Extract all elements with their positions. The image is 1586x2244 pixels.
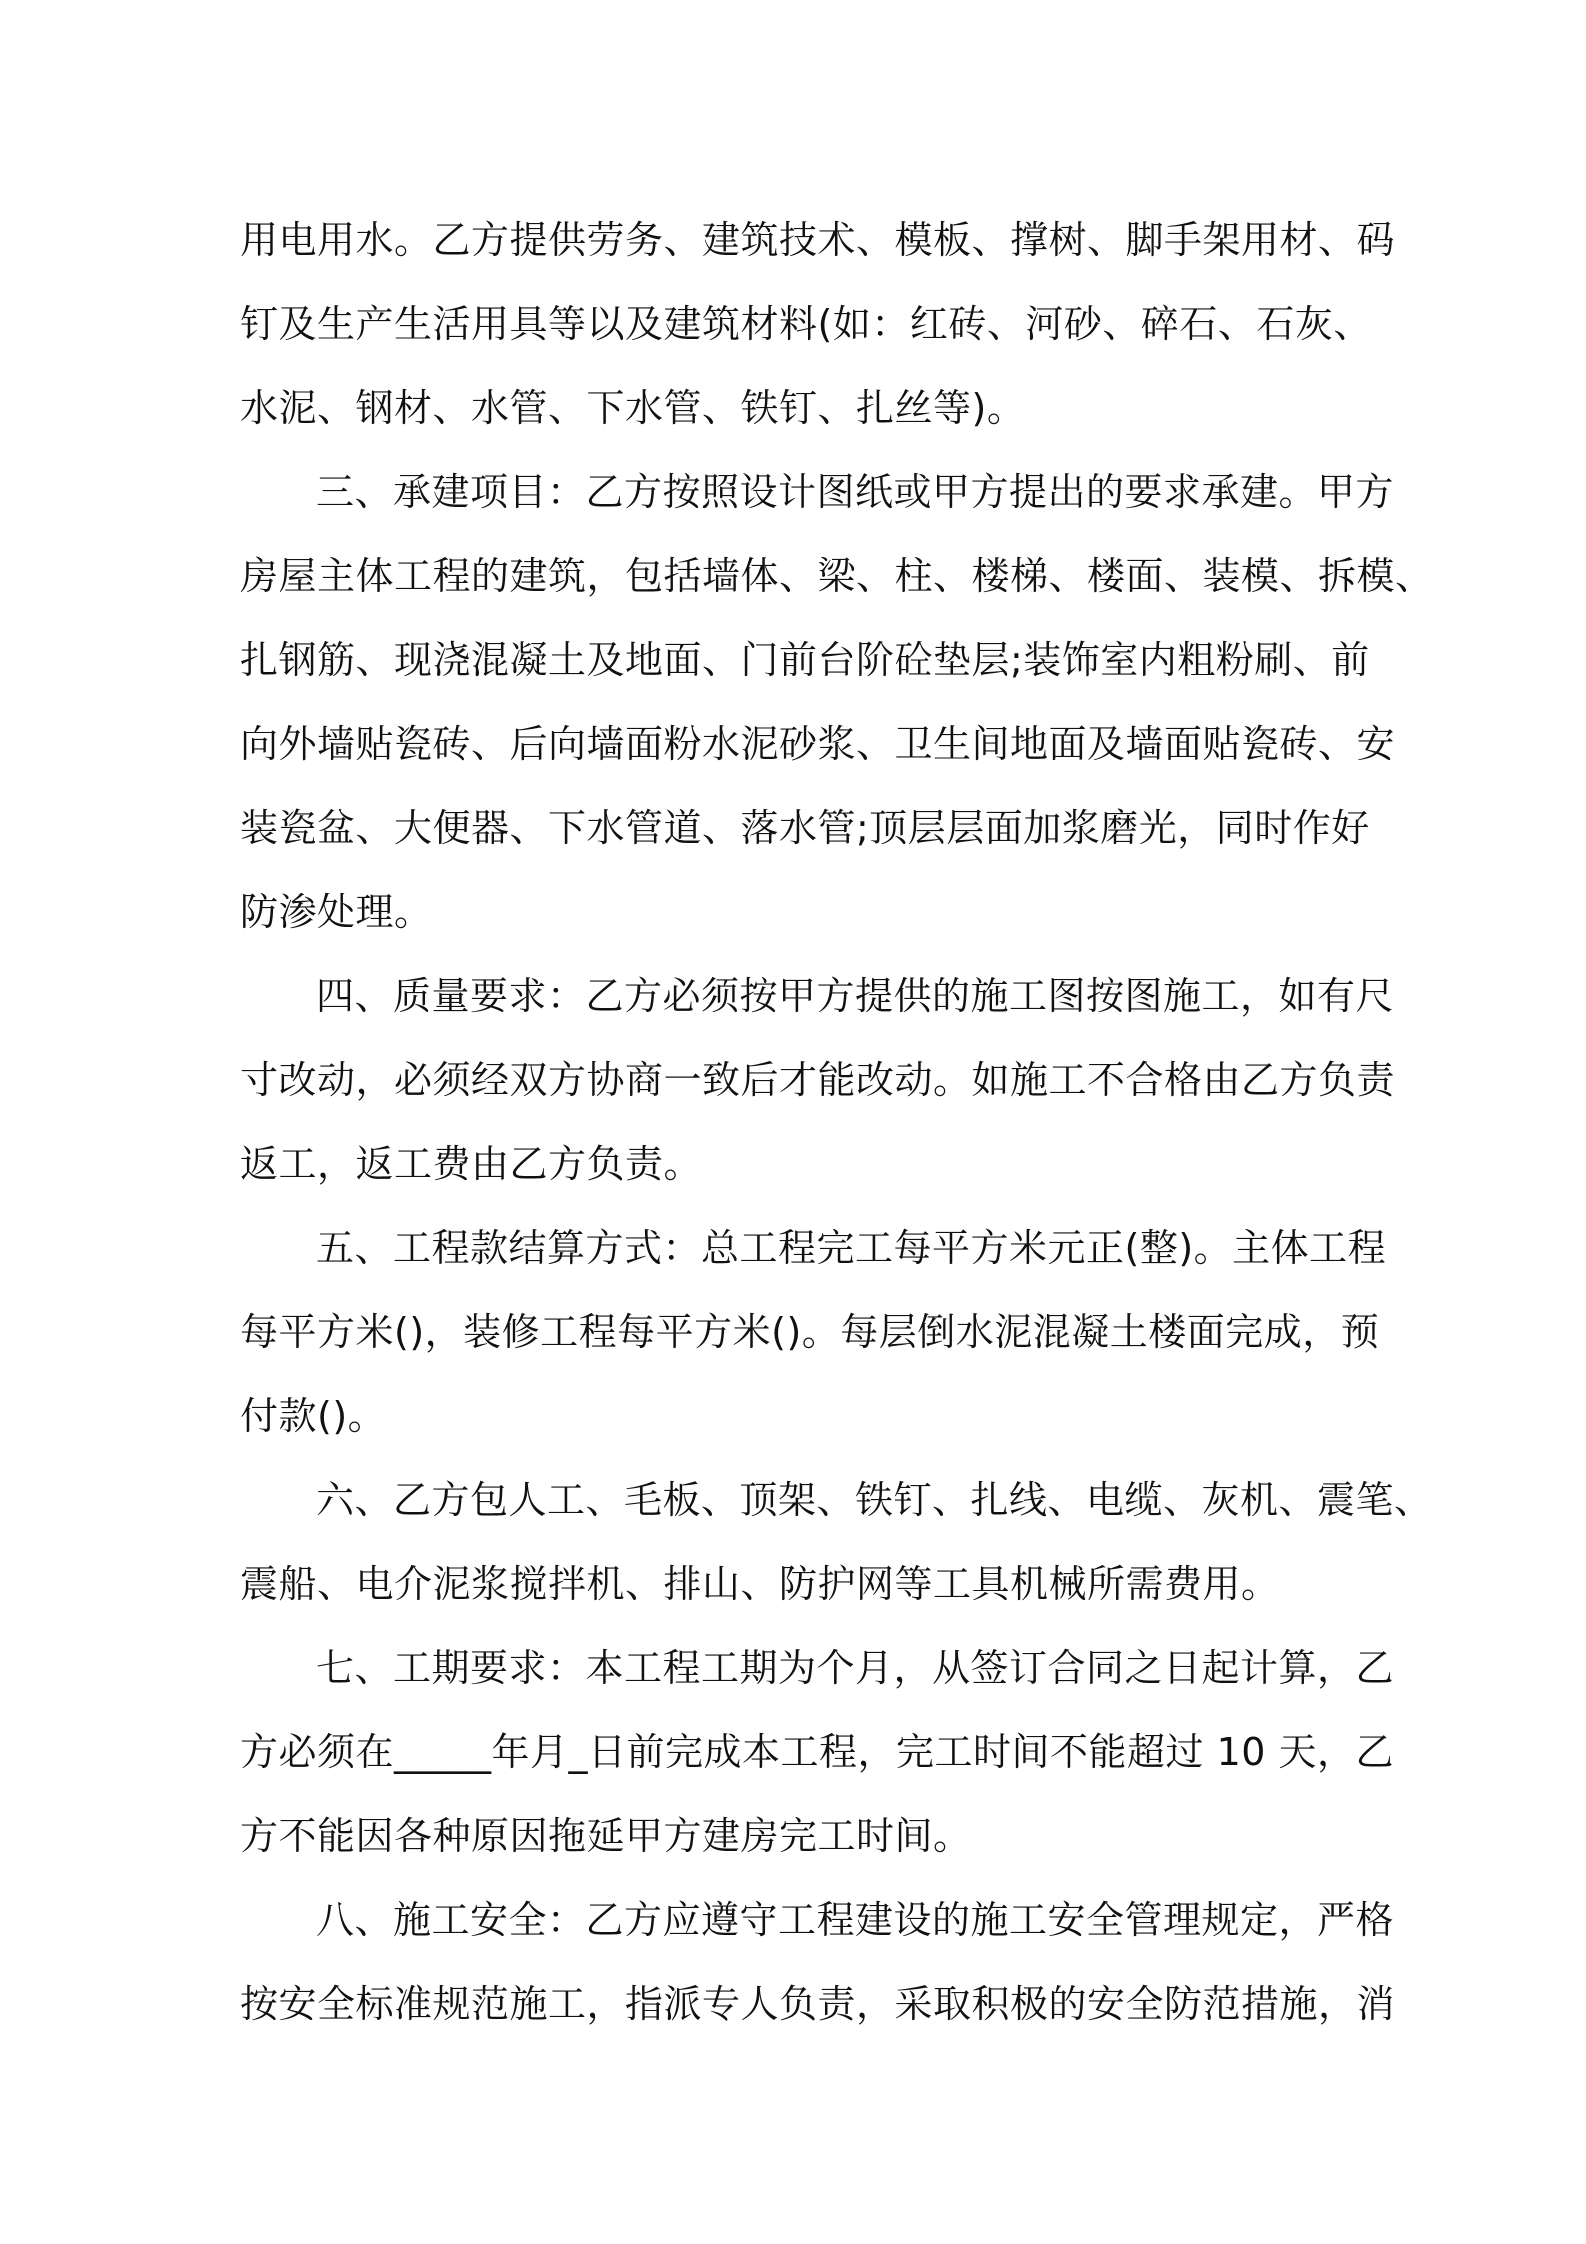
paragraph	[240, 954, 1396, 1206]
paragraph	[240, 1458, 1433, 1626]
text-line: 钉及生产生活用具等以及建筑材料(如：红砖、河砂、碎石、石灰、	[240, 302, 1372, 346]
text-line: 寸改动，必须经双方协商一致后才能改动。如施工不合格由乙方负责	[240, 1058, 1396, 1102]
text-line: 用电用水。乙方提供劳务、建筑技术、模板、撑树、脚手架用材、码	[240, 218, 1396, 262]
paragraph	[240, 450, 1434, 954]
paragraph	[240, 1878, 1396, 2046]
text-line: 水泥、钢材、水管、下水管、铁钉、扎丝等)。	[240, 386, 1026, 430]
text-line: 方必须在_____年月_日前完成本工程，完工时间不能超过 10 天，乙	[240, 1730, 1395, 1774]
text-line: 房屋主体工程的建筑，包括墙体、梁、柱、楼梯、楼面、装模、拆模、	[240, 554, 1434, 598]
text-line: 向外墙贴瓷砖、后向墙面粉水泥砂浆、卫生间地面及墙面贴瓷砖、安	[240, 722, 1396, 766]
text-line: 防渗处理。	[240, 890, 433, 934]
text-line: 六、乙方包人工、毛板、顶架、铁钉、扎线、电缆、灰机、震笔、	[316, 1478, 1433, 1522]
text-line: 七、工期要求：本工程工期为个月，从签订合同之日起计算，乙	[316, 1646, 1395, 1690]
text-line: 按安全标准规范施工，指派专人负责，采取积极的安全防范措施，消	[240, 1982, 1396, 2026]
text-line: 八、施工安全：乙方应遵守工程建设的施工安全管理规定，严格	[316, 1898, 1395, 1942]
text-line: 每平方米()，装修工程每平方米()。每层倒水泥混凝土楼面完成，预	[240, 1310, 1380, 1354]
text-line: 五、工程款结算方式：总工程完工每平方米元正(整)。主体工程	[316, 1226, 1387, 1270]
paragraph	[240, 1206, 1387, 1458]
paragraph	[240, 198, 1396, 450]
document-body	[240, 198, 1434, 2046]
text-line: 方不能因各种原因拖延甲方建房完工时间。	[240, 1814, 972, 1858]
text-line: 返工，返工费由乙方负责。	[240, 1142, 703, 1186]
text-line: 三、承建项目：乙方按照设计图纸或甲方提出的要求承建。甲方	[316, 470, 1395, 514]
text-line: 扎钢筋、现浇混凝土及地面、门前台阶砼垫层;装饰室内粗粉刷、前	[240, 638, 1370, 682]
text-line: 四、质量要求：乙方必须按甲方提供的施工图按图施工，如有尺	[316, 974, 1395, 1018]
text-line: 装瓷盆、大便器、下水管道、落水管;顶层层面加浆磨光，同时作好	[240, 806, 1370, 850]
paragraph	[240, 1626, 1395, 1878]
text-line: 震船、电介泥浆搅拌机、排山、防护网等工具机械所需费用。	[240, 1562, 1280, 1606]
text-line: 付款()。	[240, 1394, 387, 1438]
